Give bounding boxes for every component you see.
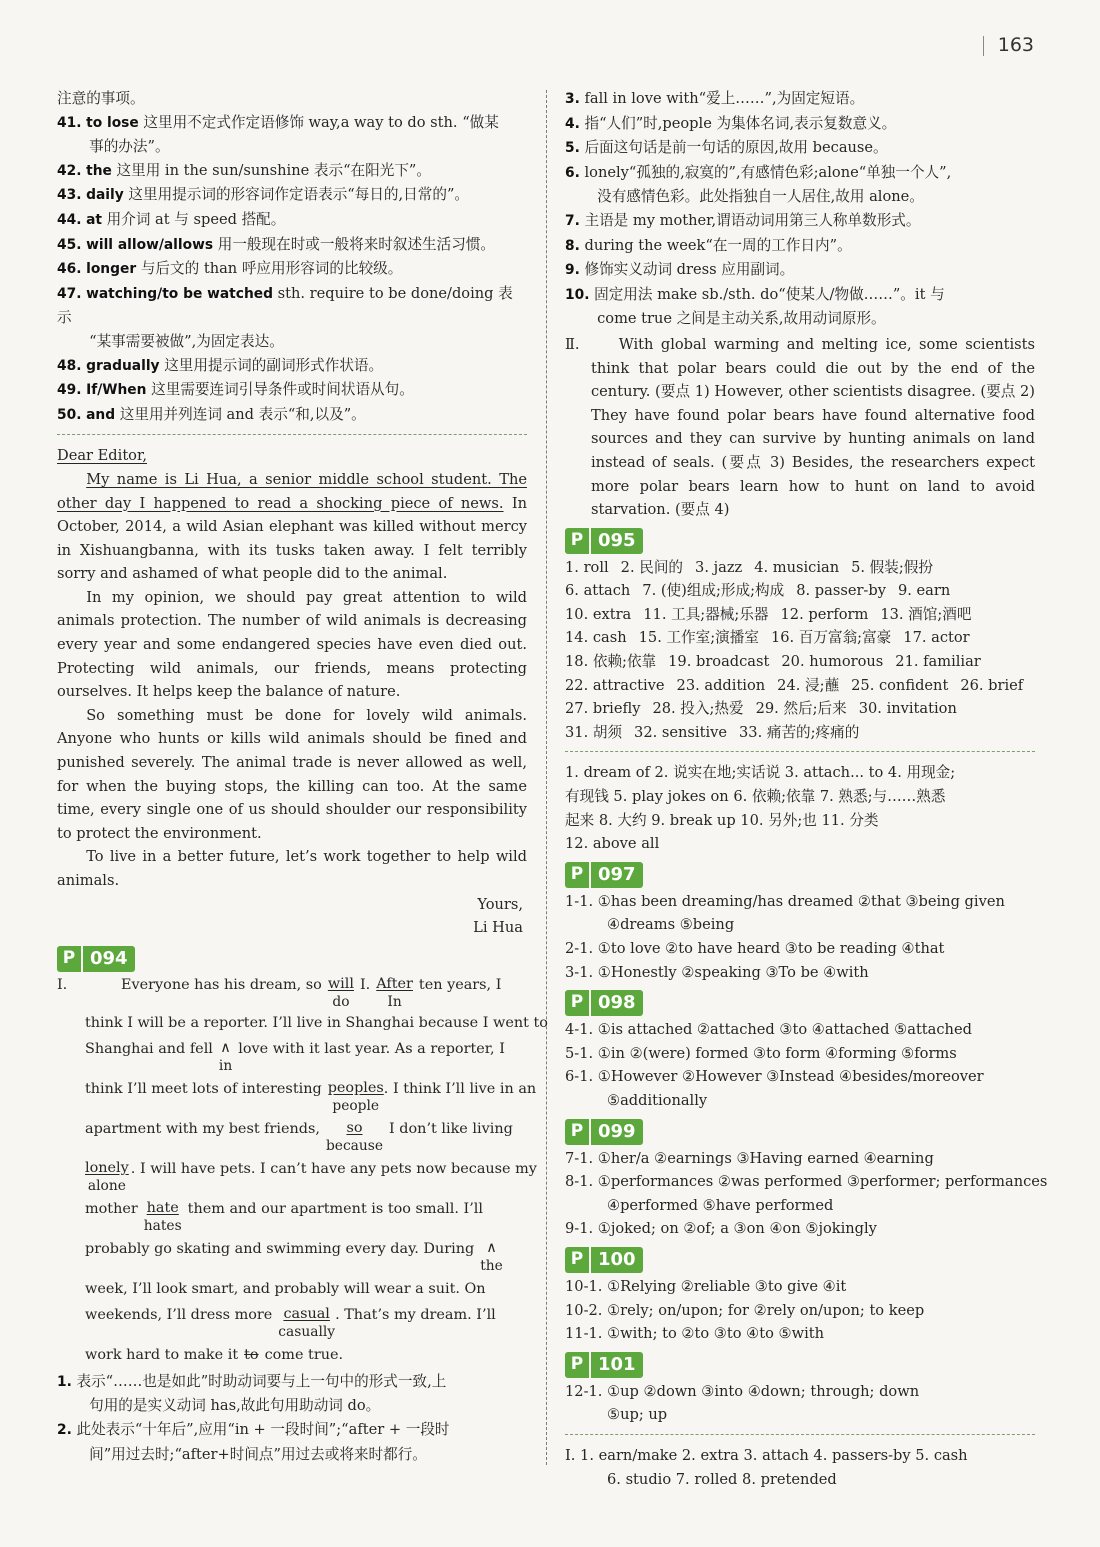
answer-line: Ⅰ. 1. earn/make 2. extra 3. attach 4. passers-by 5. cash bbox=[565, 1446, 968, 1464]
essay-line: think I will be a reporter. I’ll live in Shanghai because I went to bbox=[85, 1014, 548, 1031]
answer-line: 12-1. ①up ②down ③into ④down; through; down bbox=[565, 1382, 920, 1400]
note-line bbox=[565, 258, 1035, 283]
correction: casual casually bbox=[278, 1305, 336, 1340]
note-number: 6. bbox=[565, 164, 580, 181]
column-divider bbox=[546, 90, 547, 1465]
note-line bbox=[565, 283, 1035, 308]
essay-line: lonely alone . I will have pets. I can’t have any pets now because my bbox=[85, 1159, 537, 1194]
answer-line: 4-1. ①is attached ②attached ③to ④attached ⑤attached bbox=[565, 1021, 972, 1039]
essay-line: Shanghai and fell ∧ in love with it last year. As a reporter, I bbox=[85, 1039, 505, 1074]
note-line bbox=[565, 185, 1035, 209]
vocab-row bbox=[565, 603, 1035, 627]
vocab-item: 13. 酒馆;酒吧 bbox=[880, 605, 972, 623]
note-line bbox=[57, 135, 527, 159]
vocab-item: 2. 民间的 bbox=[620, 558, 684, 576]
vocab-row bbox=[565, 674, 1035, 698]
vocab-item: 14. cash bbox=[565, 629, 627, 647]
vocab-item: 27. briefly bbox=[565, 700, 641, 718]
note-number: 1. bbox=[57, 1373, 72, 1390]
answers-099 bbox=[565, 1147, 1048, 1241]
note-line bbox=[57, 111, 527, 136]
page-badge-094: P 094 bbox=[57, 946, 135, 972]
essay-line: week, I’ll look smart, and probably will wear a suit. On bbox=[85, 1280, 486, 1297]
notes-41-50 bbox=[57, 87, 527, 427]
vocab-item: 29. 然后;后来 bbox=[755, 700, 847, 718]
essay-line: work hard to make it to come true. bbox=[57, 1344, 527, 1370]
note-line bbox=[57, 1394, 527, 1418]
note-text: 固定用法 make sb./sth. do“使某人/物做……”。it 与 bbox=[594, 285, 945, 303]
note-key: and bbox=[86, 406, 116, 423]
note-line bbox=[565, 161, 1035, 186]
vocab-item: 15. 工作室;演播室 bbox=[638, 629, 759, 647]
answer-line: ⑤up; up bbox=[607, 1406, 668, 1424]
answer-line: 6-1. ①However ②However ③Instead ④besides/moreover bbox=[565, 1068, 984, 1086]
vocab-row bbox=[565, 556, 1035, 580]
notes-094-1-2 bbox=[57, 1370, 527, 1466]
note-key: will allow/allows bbox=[86, 236, 214, 253]
answer-line: 10-2. ①rely; on/upon; for ②rely on/upon; to keep bbox=[565, 1301, 925, 1319]
vocab-item: 12. perform bbox=[780, 605, 869, 623]
note-key: gradually bbox=[86, 357, 160, 374]
letter-paragraph-1: My name is Li Hua, a senior middle school student. The other day I happened to read a shocking piece of news. In October, 2014, a wild Asian elephant was killed without mercy in Xishuangbanna, with its tusks taken away. I felt terribly sorry and ashamed of what people did to the animal. bbox=[57, 470, 527, 583]
phrase-line: 1. dream of 2. 说实在地;实话说 3. attach... to 4. 用现金; bbox=[565, 764, 956, 782]
note-number: 9. bbox=[565, 262, 580, 279]
vocab-item: 24. 浸;蘸 bbox=[777, 676, 840, 694]
note-number: 48. bbox=[57, 357, 82, 374]
answer-line: 2-1. ①to love ②to have heard ③to be reading ④that bbox=[565, 940, 945, 957]
note-text: 事的办法”。 bbox=[89, 138, 170, 156]
note-line bbox=[57, 1370, 527, 1395]
note-line bbox=[57, 1418, 527, 1443]
notes-094-3-10 bbox=[565, 87, 1035, 331]
note-line bbox=[57, 208, 527, 233]
correction: ∧ the bbox=[480, 1239, 503, 1274]
note-text: “某事需要被做”,为固定表达。 bbox=[89, 332, 284, 350]
answers-097 bbox=[565, 890, 1035, 984]
note-line bbox=[565, 112, 1035, 137]
answer-line: 7-1. ①her/a ②earnings ③Having earned ④earning bbox=[565, 1149, 934, 1167]
note-text: come true 之间是主动关系,故用动词原形。 bbox=[597, 310, 886, 328]
essay-correction bbox=[57, 974, 548, 1370]
note-number: 44. bbox=[57, 211, 82, 228]
page-header bbox=[983, 34, 1034, 58]
correction: hate hates bbox=[143, 1199, 182, 1234]
note-text: 没有感情色彩。此处指独自一人居住,故用 alone。 bbox=[597, 188, 924, 206]
note-line bbox=[57, 403, 527, 428]
header-divider bbox=[983, 36, 984, 56]
correction: lonely alone bbox=[85, 1159, 129, 1194]
note-text: 主语是 my mother,谓语动词用第三人称单数形式。 bbox=[584, 211, 921, 229]
vocab-row bbox=[565, 626, 1035, 650]
note-text: 表示“……也是如此”时助动词要与上一句中的形式一致,上 bbox=[76, 1372, 447, 1390]
note-line bbox=[57, 1443, 527, 1467]
vocab-item: 23. addition bbox=[676, 676, 766, 694]
essay-line: apartment with my best friends, so because I don’t like living bbox=[85, 1119, 513, 1154]
vocab-item: 32. sensitive bbox=[634, 723, 727, 741]
note-text: 此处表示“十年后”,应用“in + 一段时间”;“after + 一段时 bbox=[76, 1420, 450, 1438]
vocab-item: 30. invitation bbox=[858, 700, 957, 718]
note-text: 这里用 in the sun/sunshine 表示“在阳光下”。 bbox=[116, 161, 431, 179]
note-line bbox=[57, 282, 527, 330]
vocab-item: 5. 假装;假扮 bbox=[851, 558, 933, 576]
letter-paragraph-4: To live in a better future, let’s work together to help wild animals. bbox=[57, 848, 527, 889]
page-badge-101: P 101 bbox=[565, 1352, 643, 1378]
vocab-item: 25. confident bbox=[851, 676, 949, 694]
summary-section-2: Ⅱ. With global warming and melting ice, some scientists think that polar bears could die out by the end of the century. (要点 1) However, other scientists disagree. (要点 2) They have found polar bears have found alternative food sources and they can survive by hunting animals on land instead of seals. (要点 3) Besides, the researchers expect more polar bears learn how to hunt on land to avoid starvation. (要点 4) bbox=[565, 335, 1035, 519]
sample-letter bbox=[57, 444, 527, 939]
note-number: 42. bbox=[57, 162, 82, 179]
vocab-item: 16. 百万富翁;富豪 bbox=[770, 629, 892, 647]
note-line bbox=[565, 209, 1035, 234]
note-text: 这里用提示词的形容词作定语表示“每日的,日常的”。 bbox=[128, 186, 469, 204]
section-divider bbox=[565, 751, 1035, 752]
note-number: 7. bbox=[565, 212, 580, 229]
badge-p-icon: P bbox=[565, 1352, 589, 1378]
vocab-item: 11. 工具;器械;乐器 bbox=[643, 605, 769, 623]
note-number: 49. bbox=[57, 382, 82, 399]
vocab-item: 7. (使)组成;形成;构成 bbox=[642, 582, 785, 600]
note-text: 用介词 at 与 speed 搭配。 bbox=[106, 210, 286, 228]
answer-line: ④performed ⑤have performed bbox=[607, 1196, 834, 1214]
vocab-item: 8. passer-by bbox=[796, 582, 886, 600]
page-number: 163 bbox=[997, 34, 1034, 56]
phrase-line: 有现钱 5. play jokes on 6. 依赖;依靠 7. 熟悉;与……熟悉 bbox=[565, 788, 946, 806]
note-number: 2. bbox=[57, 1421, 72, 1438]
note-text: during the week“在一周的工作日内”。 bbox=[584, 236, 852, 254]
badge-p-icon: P bbox=[565, 1119, 589, 1145]
answer-line: 11-1. ①with; to ②to ③to ④to ⑤with bbox=[565, 1325, 825, 1343]
note-text: 间”用过去时;“after+时间点”用过去或将来时都行。 bbox=[89, 1445, 427, 1463]
badge-p-icon: P bbox=[565, 1247, 589, 1273]
note-text: 这里需要连词引导条件或时间状语从句。 bbox=[151, 381, 414, 399]
vocab-row bbox=[565, 579, 1035, 603]
note-text: 用一般现在时或一般将来时叙述生活习惯。 bbox=[217, 235, 496, 253]
letter-salutation: Dear Editor, bbox=[57, 447, 147, 465]
note-number: 47. bbox=[57, 285, 82, 302]
note-key: longer bbox=[86, 261, 137, 278]
note-line bbox=[565, 136, 1035, 161]
note-text: lonely“孤独的,寂寞的”,有感情色彩;alone“单独一个人”, bbox=[584, 163, 952, 181]
note-number: 46. bbox=[57, 261, 82, 278]
vocab-item: 20. humorous bbox=[781, 653, 884, 671]
vocab-row bbox=[565, 650, 1035, 674]
note-line bbox=[565, 234, 1035, 259]
answer-line: 5-1. ①in ②(were) formed ③to form ④forming ⑤forms bbox=[565, 1044, 957, 1062]
note-line bbox=[565, 87, 1035, 112]
vocab-item: 26. brief bbox=[960, 676, 1024, 694]
right-column bbox=[565, 87, 1048, 1491]
note-number: 4. bbox=[565, 115, 580, 132]
answers-final bbox=[565, 1444, 1035, 1491]
vocab-item: 33. 痛苦的;疼痛的 bbox=[739, 723, 860, 741]
vocab-item: 6. attach bbox=[565, 582, 631, 600]
note-key: at bbox=[86, 211, 102, 228]
correction: After In bbox=[376, 975, 413, 1010]
note-key: If/When bbox=[86, 382, 147, 399]
phrases-095 bbox=[565, 761, 1035, 855]
section-divider bbox=[57, 434, 527, 435]
correction: peoples people bbox=[327, 1079, 384, 1114]
note-line bbox=[57, 257, 527, 282]
note-key: to lose bbox=[86, 114, 139, 131]
page-badge-100: P 100 bbox=[565, 1247, 643, 1273]
note-text: fall in love with“爱上……”,为固定短语。 bbox=[584, 90, 865, 107]
vocab-row bbox=[565, 697, 1035, 721]
note-text: 指“人们”时,people 为集体名词,表示复数意义。 bbox=[584, 114, 897, 132]
badge-p-icon: P bbox=[565, 990, 589, 1016]
left-column bbox=[57, 87, 548, 1466]
note-text: 这里用并列连词 and 表示“和,以及”。 bbox=[119, 405, 366, 423]
vocab-item: 9. earn bbox=[897, 582, 951, 600]
note-number: 41. bbox=[57, 114, 82, 131]
page-badge-099: P 099 bbox=[565, 1119, 643, 1145]
note-text: 修饰实义动词 dress 应用副词。 bbox=[584, 261, 795, 279]
note-text: 后面这句话是前一句话的原因,故用 because。 bbox=[584, 139, 888, 157]
vocab-item: 4. musician bbox=[754, 558, 840, 576]
note-text: 句用的是实义动词 has,故此句用助动词 do。 bbox=[89, 1397, 381, 1415]
note-text: 与后文的 than 呼应用形容词的比较级。 bbox=[140, 260, 403, 278]
vocab-item: 17. actor bbox=[903, 629, 970, 647]
essay-line: think I’ll meet lots of interesting peoples people . I think I’ll live in an bbox=[85, 1079, 537, 1114]
vocab-item: 21. familiar bbox=[895, 653, 981, 671]
note-text: 这里用不定式作定语修饰 way,a way to do sth. “做某 bbox=[143, 113, 499, 131]
badge-p-icon: P bbox=[565, 862, 589, 888]
essay-line: probably go skating and swimming every day. During ∧ the bbox=[85, 1239, 503, 1274]
note-key: the bbox=[86, 162, 112, 179]
phrase-line: 起来 8. 大约 9. break up 10. 另外;也 11. 分类 bbox=[565, 811, 879, 829]
essay-line: mother hate hates them and our apartment is too small. I’ll bbox=[85, 1199, 483, 1234]
vocab-item: 3. jazz bbox=[695, 558, 743, 576]
page-badge-095: P 095 bbox=[565, 528, 643, 554]
note-number: 8. bbox=[565, 237, 580, 254]
vocab-item: 1. roll bbox=[565, 558, 609, 576]
answer-line: ④dreams ⑤being bbox=[607, 916, 735, 934]
answers-100 bbox=[565, 1275, 1035, 1346]
answer-line: 10-1. ①Relying ②reliable ③to give ④it bbox=[565, 1277, 847, 1295]
note-number: 3. bbox=[565, 91, 580, 107]
note-line bbox=[57, 354, 527, 379]
vocab-item: 31. 胡须 bbox=[565, 723, 623, 741]
essay-line: weekends, I’ll dress more casual casually . That’s my dream. I’ll bbox=[85, 1305, 496, 1340]
vocab-row bbox=[565, 721, 1035, 745]
vocab-item: 28. 投入;热爱 bbox=[652, 700, 744, 718]
answer-line: ⑤additionally bbox=[607, 1091, 708, 1109]
badge-p-icon: P bbox=[57, 946, 81, 972]
note-line bbox=[57, 183, 527, 208]
letter-signature: Li Hua bbox=[473, 919, 523, 937]
correction: will do bbox=[327, 975, 354, 1010]
note-text: 这里用提示词的副词形式作状语。 bbox=[164, 356, 384, 374]
essay-line: Ⅰ. Everyone has his dream, so will do I. After In ten years, I bbox=[57, 975, 502, 1010]
note-line bbox=[57, 87, 527, 111]
deleted-word: to bbox=[244, 1346, 259, 1363]
vocabulary-095 bbox=[565, 556, 1035, 745]
vocab-item: 19. broadcast bbox=[668, 653, 770, 671]
answers-101 bbox=[565, 1380, 1035, 1427]
note-text: sth. require to be done/doing 表示 bbox=[57, 284, 513, 327]
letter-paragraph-2: In my opinion, we should pay great attention to wild animals protection. The number of wild animals is decreasing every year and some endangered species have even died out. Protecting wild animals, our friends, means protecting ourselves. It helps keep the balance of nature. bbox=[57, 588, 527, 701]
note-line bbox=[57, 233, 527, 258]
answer-line: 3-1. ①Honestly ②speaking ③To be ④with bbox=[565, 963, 869, 981]
vocab-item: 10. extra bbox=[565, 605, 632, 623]
note-number: 43. bbox=[57, 187, 82, 204]
vocab-item: 18. 依赖;依靠 bbox=[565, 653, 657, 671]
note-text: 注意的事项。 bbox=[57, 90, 145, 107]
note-line bbox=[57, 159, 527, 184]
answer-line: 9-1. ①joked; on ②of; a ③on ④on ⑤jokingly bbox=[565, 1220, 877, 1238]
section-divider bbox=[565, 1434, 1035, 1435]
badge-p-icon: P bbox=[565, 528, 589, 554]
note-line bbox=[565, 307, 1035, 331]
note-line bbox=[57, 330, 527, 354]
vocab-item: 22. attractive bbox=[565, 676, 665, 694]
answer-line: 1-1. ①has been dreaming/has dreamed ②that ③being given bbox=[565, 892, 1005, 910]
answers-098 bbox=[565, 1018, 1035, 1112]
note-number: 45. bbox=[57, 236, 82, 253]
page-badge-098: P 098 bbox=[565, 990, 643, 1016]
note-key: daily bbox=[86, 187, 124, 204]
letter-paragraph-3: So something must be done for lovely wild animals. Anyone who hunts or kills wild animals should be fined and punished severely. The animal trade is never allowed as well, for when the buying stops, the killing can too. At the same time, every single one of us should shoulder our responsibility to protect the environment. bbox=[57, 706, 527, 842]
note-number: 5. bbox=[565, 140, 580, 157]
page-badge-097: P 097 bbox=[565, 862, 643, 888]
note-line bbox=[57, 378, 527, 403]
answer-line: 8-1. ①performances ②was performed ③performer; performances bbox=[565, 1173, 1048, 1191]
phrase-line: 12. above all bbox=[565, 835, 660, 853]
letter-closing: Yours, bbox=[477, 895, 523, 913]
correction: ∧ in bbox=[218, 1039, 233, 1074]
correction: so because bbox=[325, 1119, 384, 1154]
answer-line: 6. studio 7. rolled 8. pretended bbox=[607, 1470, 837, 1488]
note-key: watching/to be watched bbox=[86, 285, 274, 302]
note-number: 50. bbox=[57, 406, 82, 423]
note-number: 10. bbox=[565, 286, 590, 303]
